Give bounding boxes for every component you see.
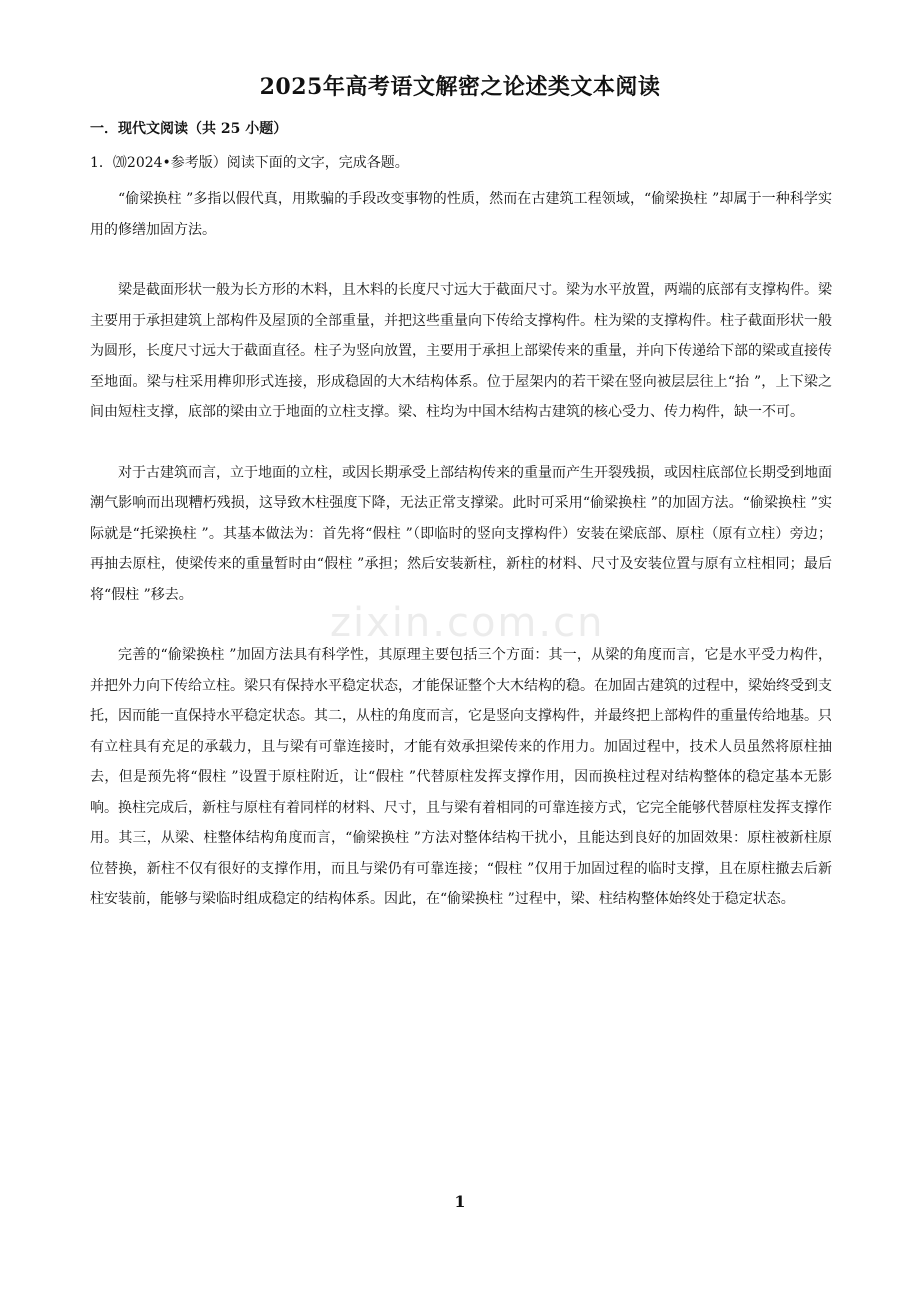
page-number: 1 bbox=[454, 1192, 466, 1211]
page-title: 2025年高考语文解密之论述类文本阅读 bbox=[259, 74, 661, 100]
watermark: zixin.com.cn bbox=[330, 600, 605, 646]
paragraph-4: 完善的“偷梁换柱 ”加固方法具有科学性，其原理主要包括三个方面：其一，从梁的角度而言，它是水平受力构件，并把外力向下传给立柱。梁只有保持水平稳定状态，才能保证整个大木结构的稳。在加固古建筑的过程中，梁始终受到支托，因而能一直保持水平稳定状态。其二，从柱的角度而言，它是竖向支撑构件，并最终把上部构件的重量传给地基。只有立柱具有充足的承载力，且与梁有可靠连接时，才能有效承担梁传来的作用力。加固过程中，技术人员虽然将原柱抽去，但是预先将“假柱 ”设置于原柱附近，让“假柱 ”代替原柱发挥支撑作用，因而换柱过程对结构整体的稳定基本无影响。换柱完成后，新柱与原柱有着同样的材料、尺寸，且与梁有着相同的可靠连接方式，它完全能够代替原柱发挥支撑作用。其三，从梁、柱整体结构角度而言，“偷梁换柱 ”方法对整体结构干扰小，且能达到良好的加固效果：原柱被新柱原位替换，新柱不仅有很好的支撑作用，而且与梁仍有可靠连接；“假柱 ”仅用于加固过程的临时支撑，且在原柱撤去后新柱安装前，能够与梁临时组成稳定的结构体系。因此，在“偷梁换柱 ”过程中，梁、柱结构整体始终处于稳定状态。 bbox=[90, 647, 832, 907]
paragraph-2: 梁是截面形状一般为长方形的木料，且木料的长度尺寸远大于截面尺寸。梁为水平放置，两端的底部有支撑构件。梁主要用于承担建筑上部构件及屋顶的全部重量，并把这些重量向下传给支撑构件。柱为梁的支撑构件。柱子截面形状一般为圆形，长度尺寸远大于截面直径。柱子为竖向放置，主要用于承担上部梁传来的重量，并向下传递给下部的梁或直接传至地面。梁与柱采用榫卯形式连接，形成稳固的大木结构体系。位于屋架内的若干梁在竖向被层层往上“抬 ”，上下梁之间由短柱支撑，底部的梁由立于地面的立柱支撑。梁、柱均为中国木结构古建筑的核心受力、传力构件，缺一不可。 bbox=[90, 282, 832, 420]
section-heading: 一．现代文阅读（共 25 小题） bbox=[90, 121, 288, 137]
paragraph-1: “偷梁换柱 ”多指以假代真，用欺骗的手段改变事物的性质，然而在古建筑工程领域，“偷梁换柱 ”却属于一种科学实用的修缮加固方法。 bbox=[90, 191, 832, 238]
article-body bbox=[90, 184, 832, 945]
question-intro: 1．⒇2024•参考版）阅读下面的文字，完成各题。 bbox=[90, 155, 409, 171]
paragraph-3: 对于古建筑而言，立于地面的立柱，或因长期承受上部结构传来的重量而产生开裂残损，或因柱底部位长期受到地面潮气影响而出现糟朽残损，这导致木柱强度下降，无法正常支撑梁。此时可采用“偷梁换柱 ”的加固方法。“偷梁换柱 ”实际就是“托梁换柱 ”。其基本做法为：首先将“假柱 ”（即临时的竖向支撑构件）安装在梁底部、原柱（原有立柱）旁边；再抽去原柱，使梁传来的重量暂时由“假柱 ”承担；然后安装新柱，新柱的材料、尺寸及安装位置与原有立柱相同；最后将“假柱 ”移去。 bbox=[90, 464, 832, 603]
